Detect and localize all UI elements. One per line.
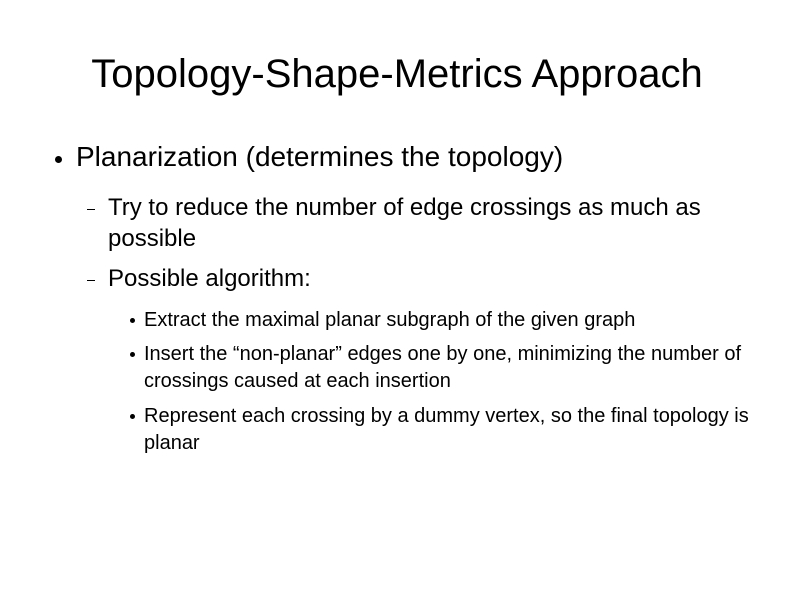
- bullet-dot-icon: [130, 318, 135, 323]
- bullet-dot-icon: [130, 352, 135, 357]
- sub-bullet-text: Try to reduce the number of edge crossings as much as possible: [108, 194, 701, 252]
- algorithm-step-text: Extract the maximal planar subgraph of the given graph: [144, 309, 636, 331]
- dash-bullet-icon: [87, 209, 95, 210]
- slide-title: Topology-Shape-Metrics Approach: [91, 52, 703, 96]
- algorithm-step-text: Represent each crossing by a dummy vertex, so the final topology is planar: [144, 405, 749, 454]
- bullet-dot-icon: [55, 156, 62, 163]
- bullet-text: Planarization (determines the topology): [76, 141, 564, 172]
- sub-bullet-text: Possible algorithm:: [108, 265, 311, 292]
- dash-bullet-icon: [87, 280, 95, 281]
- bullet-dot-icon: [130, 414, 135, 419]
- algorithm-step-text: Insert the “non-planar” edges one by one, minimizing the number of crossings caused at each insertion: [144, 343, 742, 392]
